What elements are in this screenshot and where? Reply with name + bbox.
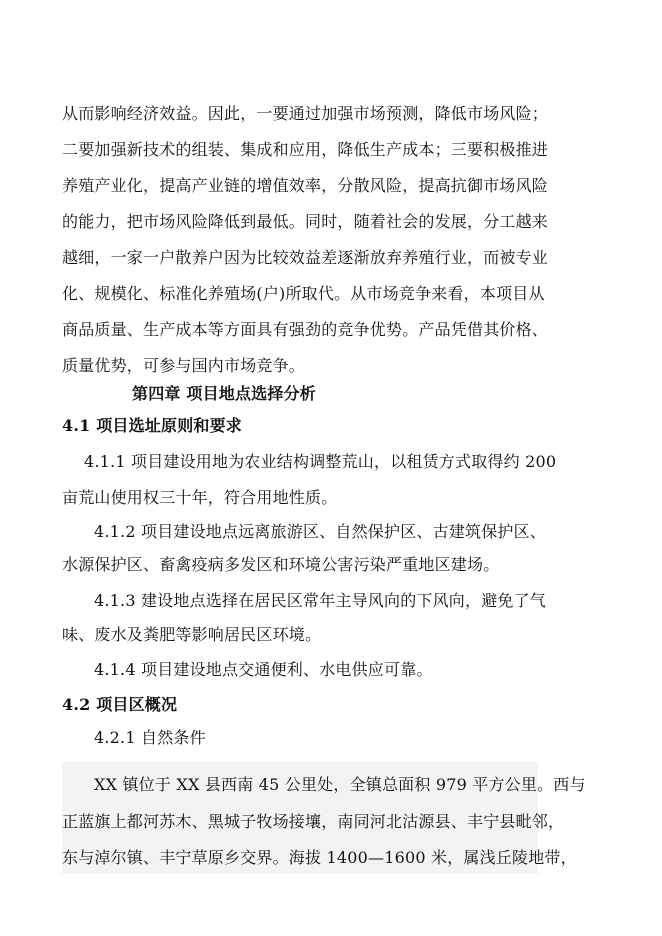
paragraph-line: 越细，一家一户散养户因为比较效益差逐渐放弃养殖行业，而被专业	[62, 248, 549, 267]
paragraph-line: 商品质量、生产成本等方面具有强劲的竞争优势。产品凭借其价格、	[62, 320, 549, 339]
chapter-title: 第四章 项目地点选择分析	[132, 384, 316, 403]
paragraph-line: 质量优势，可参与国内市场竞争。	[62, 356, 306, 375]
paragraph-line: 的能力，把市场风险降低到最低。同时，随着社会的发展，分工越来	[62, 212, 549, 231]
item-4-1-1-line: 亩荒山使用权三十年，符合用地性质。	[62, 488, 338, 507]
section-heading-4-1: 4.1 项目选址原则和要求	[62, 416, 243, 435]
paragraph-line: 养殖产业化，提高产业链的增值效率，分散风险，提高抗御市场风险	[62, 176, 549, 195]
section-heading-4-2: 4.2 项目区概况	[62, 695, 178, 714]
natural-paragraph-line: XX 镇位于 XX 县西南 45 公里处，全镇总面积 979 平方公里。西与	[94, 775, 586, 794]
item-4-2-1: 4.2.1 自然条件	[94, 728, 206, 747]
item-4-1-2-line: 水源保护区、畜禽疫病多发区和环境公害污染严重地区建场。	[62, 555, 500, 574]
item-4-1-4: 4.1.4 项目建设地点交通便利、水电供应可靠。	[94, 660, 433, 679]
natural-paragraph-line: 东与淖尔镇、丰宁草原乡交界。海拔 1400—1600 米，属浅丘陵地带，	[62, 848, 577, 867]
item-4-1-2-line: 4.1.2 项目建设地点远离旅游区、自然保护区、古建筑保护区、	[94, 522, 546, 541]
item-4-1-3-line: 4.1.3 建设地点选择在居民区常年主导风向的下风向，避免了气	[94, 591, 546, 610]
item-4-1-1-line: 4.1.1 项目建设用地为农业结构调整荒山，以租赁方式取得约 200	[84, 452, 557, 471]
paragraph-line: 二要加强新技术的组装、集成和应用，降低生产成本；三要积极推进	[62, 140, 549, 159]
paragraph-line: 化、规模化、标准化养殖场(户)所取代。从市场竞争来看，本项目从	[62, 284, 545, 303]
paragraph-line: 从而影响经济效益。因此，一要通过加强市场预测，降低市场风险；	[62, 104, 549, 123]
item-4-1-3-line: 味、废水及粪肥等影响居民区环境。	[62, 625, 322, 644]
natural-paragraph-line: 正蓝旗上都河苏木、黑城子牧场接壤，南同河北沽源县、丰宁县毗邻，	[62, 812, 565, 831]
